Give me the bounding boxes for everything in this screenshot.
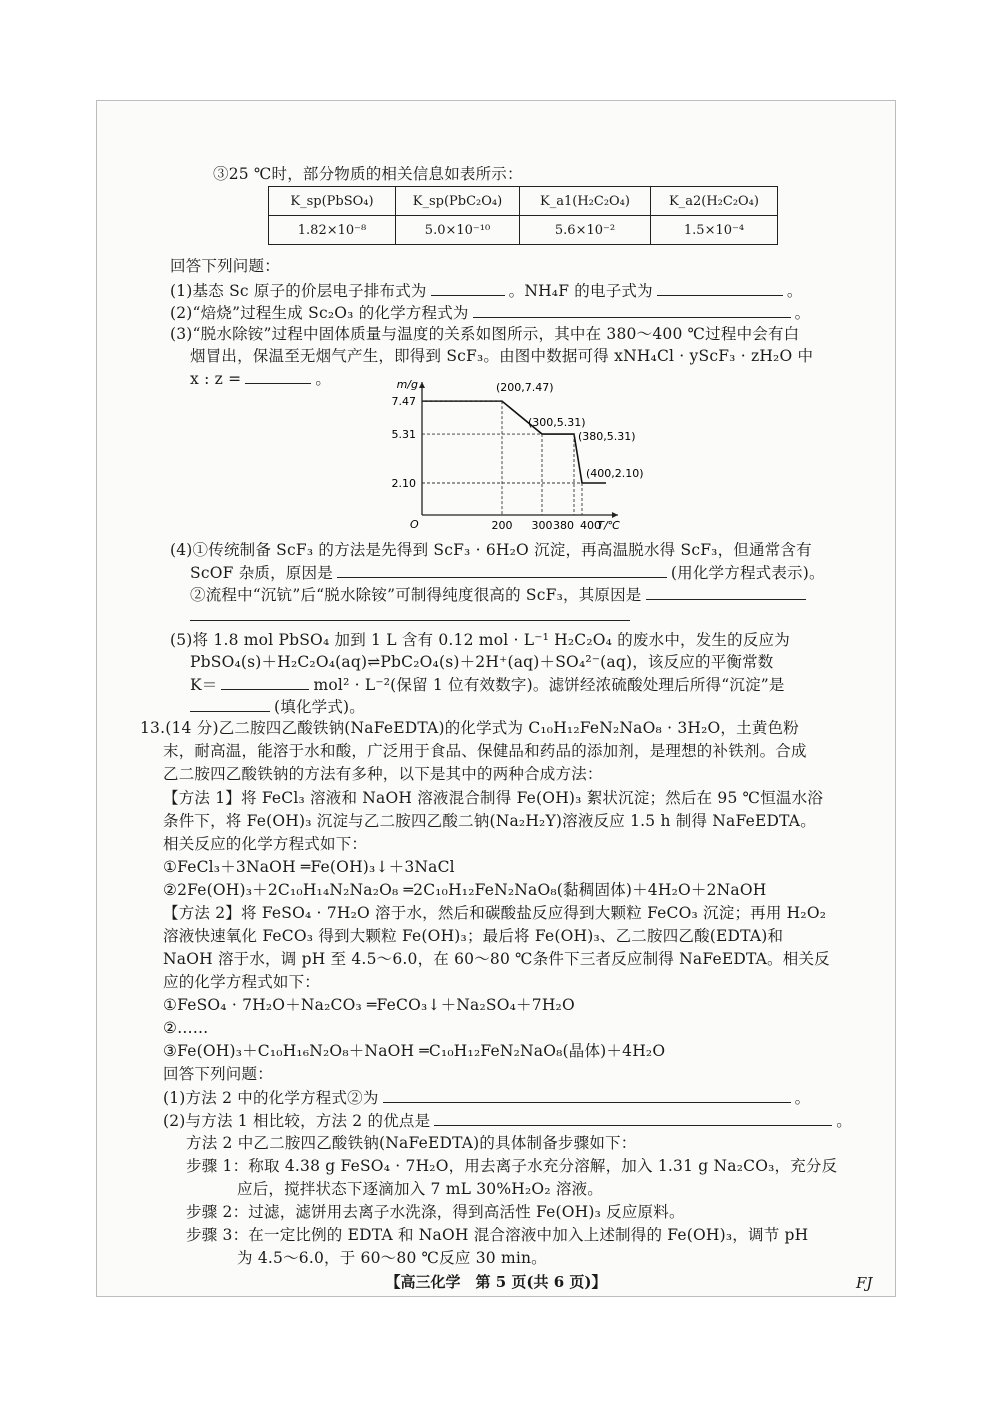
x-tick-label: 400: [580, 519, 601, 532]
q12-p1-text2: 。NH₄F 的电子式为: [508, 282, 653, 300]
data-point-label: (300,5.31): [528, 416, 586, 430]
q13-p2-text: (2)与方法 1 相比较，方法 2 的优点是: [163, 1112, 431, 1130]
q13-step1-line2: 应后，搅拌状态下逐滴加入 7 mL 30%H₂O₂ 溶液。: [237, 1180, 603, 1198]
x-tick-label: 380: [553, 519, 574, 532]
answer-blank[interactable]: [646, 584, 806, 600]
answer-prompt: 回答下列问题：: [170, 257, 280, 275]
q13-method2-line1: 【方法 2】将 FeSO₄ · 7H₂O 溶于水，然后和碳酸盐反应得到大颗粒 FeCO₃ 沉淀；再用 H₂O₂: [163, 904, 827, 922]
q13-line3: 乙二胺四乙酸铁钠的方法有多种，以下是其中的两种合成方法：: [163, 765, 603, 783]
q12-part3-line2: 烟冒出，保温至无烟气产生，即得到 ScF₃。由图中数据可得 xNH₄Cl · yScF₃ · zH₂O 中: [190, 347, 814, 365]
q12-part3-line1: (3)“脱水除铵”过程中固体质量与温度的关系如图所示，其中在 380～400 ℃过程中会有白: [170, 325, 800, 343]
q13-line2: 末，耐高温，能溶于水和酸，广泛用于食品、保健品和药品的添加剂，是理想的补铁剂。合成: [163, 742, 807, 760]
data-point-label: (380,5.31): [578, 430, 636, 444]
q13-method1-line3: 相关反应的化学方程式如下：: [163, 835, 368, 853]
footer-code: FJ: [856, 1274, 873, 1292]
q12-p5-unit: mol² · L⁻²(保留 1 位有效数字)。滤饼经浓硫酸处理后所得“沉淀”是: [313, 676, 785, 694]
answer-blank[interactable]: [190, 696, 270, 712]
q12-part2: (2)“焙烧”过程生成 Sc₂O₃ 的化学方程式为 。: [170, 304, 811, 322]
q13-method2-line3: NaOH 溶于水，调 pH 至 4.5～6.0，在 60～80 ℃条件下三者反应制得 NaFeEDTA。相关反: [163, 950, 830, 968]
data-point-label: (400,2.10): [586, 466, 644, 480]
q13-line1: 13.(14 分)乙二胺四乙酸铁钠(NaFeEDTA)的化学式为 C₁₀H₁₂FeN₂NaO₈ · 3H₂O，土黄色粉: [140, 719, 799, 737]
constants-table: [268, 186, 778, 245]
q12-part1: (1)基态 Sc 原子的价层电子排布式为 。NH₄F 的电子式为 。: [170, 282, 803, 300]
table-header-cell: K_sp(PbSO₄): [269, 187, 396, 216]
answer-blank[interactable]: [431, 280, 505, 296]
answer-blank[interactable]: [337, 562, 667, 578]
answer-blank[interactable]: [434, 1110, 832, 1126]
mass-temperature-chart: [360, 378, 644, 532]
y-axis-label: m/g: [396, 378, 418, 391]
y-tick-label: 2.10: [391, 476, 416, 490]
q13-step3-line1: 步骤 3：在一定比例的 EDTA 和 NaOH 混合溶液中加入上述制得的 Fe(OH)₃，调节 pH: [186, 1226, 809, 1244]
q13-steps-intro: 方法 2 中乙二胺四乙酸铁钠(NaFeEDTA)的具体制备步骤如下：: [186, 1134, 637, 1152]
origin-label: O: [410, 518, 419, 531]
table-header-cell: K_sp(PbC₂O₄): [396, 187, 520, 216]
q13-method2-eq2: ②……: [163, 1019, 209, 1037]
q12-part5-line3: [190, 674, 785, 695]
y-tick-label: 5.31: [391, 428, 416, 442]
q13-method1-eq1: ①FeCl₃＋3NaOH ═Fe(OH)₃↓＋3NaCl: [163, 858, 455, 876]
answer-blank[interactable]: [221, 674, 309, 690]
answer-line[interactable]: [190, 620, 630, 621]
q12-part3-line3: x : z = 。: [190, 370, 332, 388]
table-header-row: [269, 187, 778, 216]
q13-method1-eq2: ②2Fe(OH)₃＋2C₁₀H₁₄N₂Na₂O₈ ═2C₁₀H₁₂FeN₂NaO₈(黏稠固体)＋4H₂O＋2NaOH: [163, 881, 767, 899]
q13-part1: (1)方法 2 中的化学方程式②为 。: [163, 1089, 811, 1107]
answer-blank[interactable]: [657, 280, 783, 296]
x-axis-label: T/℃: [597, 519, 620, 532]
table-cell: 5.0×10⁻¹⁰: [396, 216, 520, 245]
q12-part5-line1: (5)将 1.8 mol PbSO₄ 加到 1 L 含有 0.12 mol · L⁻¹ H₂C₂O₄ 的废水中，发生的反应为: [170, 631, 790, 649]
x-axis-arrow: [612, 512, 618, 518]
table-row: [269, 216, 778, 245]
q13-answer-prompt: 回答下列问题：: [163, 1065, 273, 1083]
q12-part5-line2: PbSO₄(s)＋H₂C₂O₄(aq)⇌PbC₂O₄(s)＋2H⁺(aq)＋SO₄²⁻(aq)，该反应的平衡常数: [190, 653, 774, 671]
page-footer: 【高三化学 第 5 页(共 6 页)】: [385, 1273, 607, 1291]
q12-p3-ratio: x : z =: [190, 370, 242, 388]
q12-part4-line2: [190, 562, 825, 583]
x-tick-label: 200: [491, 519, 513, 532]
q13-step2: 步骤 2：过滤，滤饼用去离子水洗涤，得到高活性 Fe(OH)₃ 反应原料。: [186, 1203, 685, 1221]
y-tick-label: 7.47: [391, 395, 416, 409]
y-axis-arrow: [419, 382, 425, 388]
table-header-cell: K_a2(H₂C₂O₄): [651, 187, 778, 216]
q13-method2-line2: 溶液快速氧化 FeCO₃ 得到大颗粒 Fe(OH)₃；最后将 Fe(OH)₃、乙二胺四乙酸(EDTA)和: [163, 927, 784, 945]
q12-p1-text: (1)基态 Sc 原子的价层电子排布式为: [170, 282, 427, 300]
q12-p4-hint: (用化学方程式表示)。: [670, 564, 825, 582]
q12-p4-q2: ②流程中“沉钪”后“脱水除铵”可制得纯度很高的 ScF₃，其原因是: [190, 586, 642, 604]
table-header-cell: K_a1(H₂C₂O₄): [520, 187, 651, 216]
q12-p5-k: K＝: [190, 676, 218, 694]
data-point-label: (200,7.47): [496, 381, 554, 395]
q13-step3-line2: 为 4.5～6.0，于 60～80 ℃反应 30 min。: [237, 1249, 547, 1267]
q13-p1-text: (1)方法 2 中的化学方程式②为: [163, 1089, 379, 1107]
answer-blank[interactable]: [383, 1087, 791, 1103]
answer-blank[interactable]: [473, 302, 791, 318]
answer-blank[interactable]: [245, 368, 311, 384]
q13-step1-line1: 步骤 1：称取 4.38 g FeSO₄ · 7H₂O，用去离子水充分溶解，加入 1.31 g Na₂CO₃，充分反: [186, 1157, 838, 1175]
table-cell: 5.6×10⁻²: [520, 216, 651, 245]
q13-method2-eq3: ③Fe(OH)₃＋C₁₀H₁₆N₂O₈＋NaOH ═C₁₀H₁₂FeN₂NaO₈(晶体)＋4H₂O: [163, 1042, 666, 1060]
q13-method1-line2: 条件下，将 Fe(OH)₃ 沉淀与乙二胺四乙酸二钠(Na₂H₂Y)溶液反应 1.5 h 制得 NaFeEDTA。: [163, 812, 816, 830]
table-cell: 1.82×10⁻⁸: [269, 216, 396, 245]
table-intro: ③25 ℃时，部分物质的相关信息如表所示：: [213, 165, 523, 183]
q12-p4-reason: ScOF 杂质，原因是: [190, 564, 333, 582]
q13-method1-line1: 【方法 1】将 FeCl₃ 溶液和 NaOH 溶液混合制得 Fe(OH)₃ 絮状沉淀；然后在 95 ℃恒温水浴: [163, 789, 824, 807]
table-cell: 1.5×10⁻⁴: [651, 216, 778, 245]
q12-p5-fill: (填化学式)。: [274, 698, 365, 716]
x-tick-label: 300: [531, 519, 553, 532]
q12-part5-line4: [190, 696, 365, 717]
q12-part4-line3: [190, 584, 810, 605]
q12-part4-line1: (4)①传统制备 ScF₃ 的方法是先得到 ScF₃ · 6H₂O 沉淀，再高温脱水得 ScF₃，但通常含有: [170, 541, 812, 559]
q13-part2: (2)与方法 1 相比较，方法 2 的优点是 。: [163, 1112, 852, 1130]
q12-p2-text: (2)“焙烧”过程生成 Sc₂O₃ 的化学方程式为: [170, 304, 469, 322]
q13-method2-eq1: ①FeSO₄ · 7H₂O＋Na₂CO₃ ═FeCO₃↓＋Na₂SO₄＋7H₂O: [163, 996, 575, 1014]
q13-method2-line4: 应的化学方程式如下：: [163, 973, 321, 991]
